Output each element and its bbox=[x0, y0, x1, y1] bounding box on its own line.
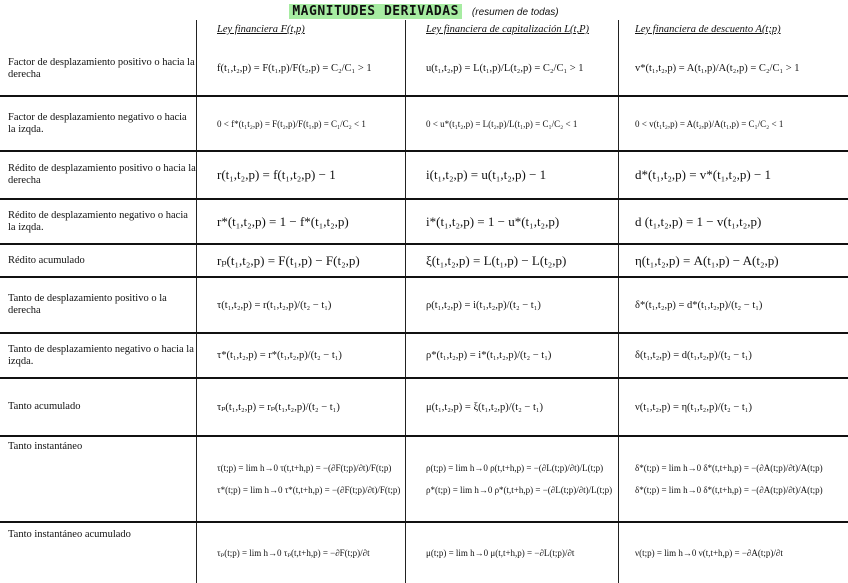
table-row bbox=[0, 278, 848, 334]
header-row bbox=[0, 20, 848, 42]
formula: τ(t₁,t₂,p) = r(t₁,t₂,p)/(t₂ − t₁) bbox=[217, 299, 332, 311]
row-label: Factor de desplazamiento negativo o hacia la izqda. bbox=[8, 111, 187, 135]
row-label: Rédito de desplazamiento negativo o hacia la izqda. bbox=[8, 209, 188, 233]
formula: δ*(t₁,t₂,p) = d*(t₁,t₂,p)/(t₂ − t₁) bbox=[635, 299, 763, 311]
table-row bbox=[0, 97, 848, 152]
table-row bbox=[0, 437, 848, 523]
header-ley-financiera: Ley financiera F(t,p) bbox=[217, 24, 305, 35]
formula: f(t₁,t₂,p) = F(t₁,p)/F(t₂,p) = C₂/C₁ > 1 bbox=[217, 63, 372, 74]
derived-magnitudes-table bbox=[0, 20, 848, 583]
table-row bbox=[0, 42, 848, 97]
formula: i(t₁,t₂,p) = u(t₁,t₂,p) − 1 bbox=[426, 167, 547, 182]
formula: τ*(t;p) = lim h→0 τ*(t,t+h,p) = −(∂F(t;p)/∂t)/F(t;p) bbox=[217, 485, 401, 495]
row-label: Tanto instantáneo bbox=[8, 441, 83, 452]
formula: rₚ(t₁,t₂,p) = F(t₁,p) − F(t₂,p) bbox=[217, 252, 360, 268]
table-row bbox=[0, 334, 848, 379]
formula: ρ(t;p) = lim h→0 ρ(t,t+h,p) = −(∂L(t;p)/∂t)/L(t;p) bbox=[426, 463, 604, 473]
formula: d*(t₁,t₂,p) = v*(t₁,t₂,p) − 1 bbox=[635, 167, 772, 182]
row-label: Tanto de desplazamiento negativo o hacia la izqda. bbox=[8, 343, 194, 367]
row-label: Rédito acumulado bbox=[8, 254, 85, 266]
formula: 0 < u*(t₁t₂,p) = L(t₂,p)/L(t₁,p) = C₁/C₂ < 1 bbox=[426, 118, 578, 129]
formula: τ*(t₁,t₂,p) = r*(t₁,t₂,p)/(t₂ − t₁) bbox=[217, 350, 342, 361]
row-label: Factor de desplazamiento positivo o hacia la derecha bbox=[8, 56, 195, 80]
formula: ρ*(t;p) = lim h→0 ρ*(t,t+h,p) = −(∂L(t;p)/∂t)/L(t;p) bbox=[426, 485, 613, 495]
table-row bbox=[0, 152, 848, 200]
formula: ν(t₁,t₂,p) = η(t₁,t₂,p)/(t₂ − t₁) bbox=[635, 401, 752, 413]
row-label: Tanto instantáneo acumulado bbox=[8, 529, 131, 540]
formula: v*(t₁,t₂,p) = A(t₁,p)/A(t₂,p) = C₂/C₁ > 1 bbox=[635, 63, 800, 74]
formula: d (t₁,t₂,p) = 1 − v(t₁,t₂,p) bbox=[635, 213, 762, 229]
table-row bbox=[0, 379, 848, 437]
table-row bbox=[0, 245, 848, 278]
header-descuento: Ley financiera de descuento A(t;p) bbox=[635, 24, 781, 35]
formula: 0 < f*(t₁t₂,p) = F(t₂,p)/F(t₁,p) = C₁/C₂ < 1 bbox=[217, 118, 366, 129]
formula: ρ(t₁,t₂,p) = i(t₁,t₂,p)/(t₂ − t₁) bbox=[426, 299, 541, 311]
formula: δ(t₁,t₂,p) = d(t₁,t₂,p)/(t₂ − t₁) bbox=[635, 350, 752, 361]
row-label: Tanto acumulado bbox=[8, 401, 81, 412]
handwritten-subtitle: (resumen de todas) bbox=[471, 7, 559, 18]
formula: ρ*(t₁,t₂,p) = i*(t₁,t₂,p)/(t₂ − t₁) bbox=[426, 350, 552, 361]
formula: τₚ(t;p) = lim h→0 τₚ(t,t+h,p) = −∂F(t;p)/∂t bbox=[217, 547, 370, 558]
formula: μ(t;p) = lim h→0 μ(t,t+h,p) = −∂L(t;p)/∂t bbox=[426, 548, 575, 558]
formula: u(t₁,t₂,p) = L(t₁,p)/L(t₂,p) = C₂/C₁ > 1 bbox=[426, 63, 584, 74]
row-label: Tanto de desplazamiento positivo o la derecha bbox=[8, 293, 167, 316]
formula: r(t₁,t₂,p) = f(t₁,t₂,p) − 1 bbox=[217, 167, 336, 182]
formula: μ(t₁,t₂,p) = ξ(t₁,t₂,p)/(t₂ − t₁) bbox=[426, 401, 544, 413]
formula: δ*(t;p) = lim h→0 δ*(t,t+h,p) = −(∂A(t;p)/∂t)/A(t;p) bbox=[635, 485, 823, 495]
formula: 0 < v(t₁t₂,p) = A(t₂,p)/A(t₁,p) = C₁/C₂ < 1 bbox=[635, 118, 784, 129]
table-row bbox=[0, 523, 848, 583]
row-label: Rédito de desplazamiento positivo o hacia la derecha bbox=[8, 163, 196, 186]
formula: η(t₁,t₂,p) = A(t₁,p) − A(t₂,p) bbox=[635, 252, 779, 268]
formula: ν(t;p) = lim h→0 ν(t,t+h,p) = −∂A(t;p)/∂t bbox=[635, 548, 783, 558]
formula: τₚ(t₁,t₂,p) = rₚ(t₁,t₂,p)/(t₂ − t₁) bbox=[217, 402, 340, 413]
page-title: MAGNITUDES DERIVADAS bbox=[289, 4, 462, 19]
table-row bbox=[0, 200, 848, 245]
formula: i*(t₁,t₂,p) = 1 − u*(t₁,t₂,p) bbox=[426, 213, 560, 229]
header-capitalizacion: Ley financiera de capitalización L(t,P) bbox=[426, 24, 590, 35]
formula: r*(t₁,t₂,p) = 1 − f*(t₁,t₂,p) bbox=[217, 213, 349, 229]
formula: δ*(t;p) = lim h→0 δ*(t,t+h,p) = −(∂A(t;p)/∂t)/A(t;p) bbox=[635, 463, 823, 473]
page-header bbox=[0, 2, 848, 20]
formula: ξ(t₁,t₂,p) = L(t₁,p) − L(t₂,p) bbox=[426, 252, 567, 268]
formula: τ(t;p) = lim h→0 τ(t,t+h,p) = −(∂F(t;p)/∂t)/F(t;p) bbox=[217, 463, 392, 473]
